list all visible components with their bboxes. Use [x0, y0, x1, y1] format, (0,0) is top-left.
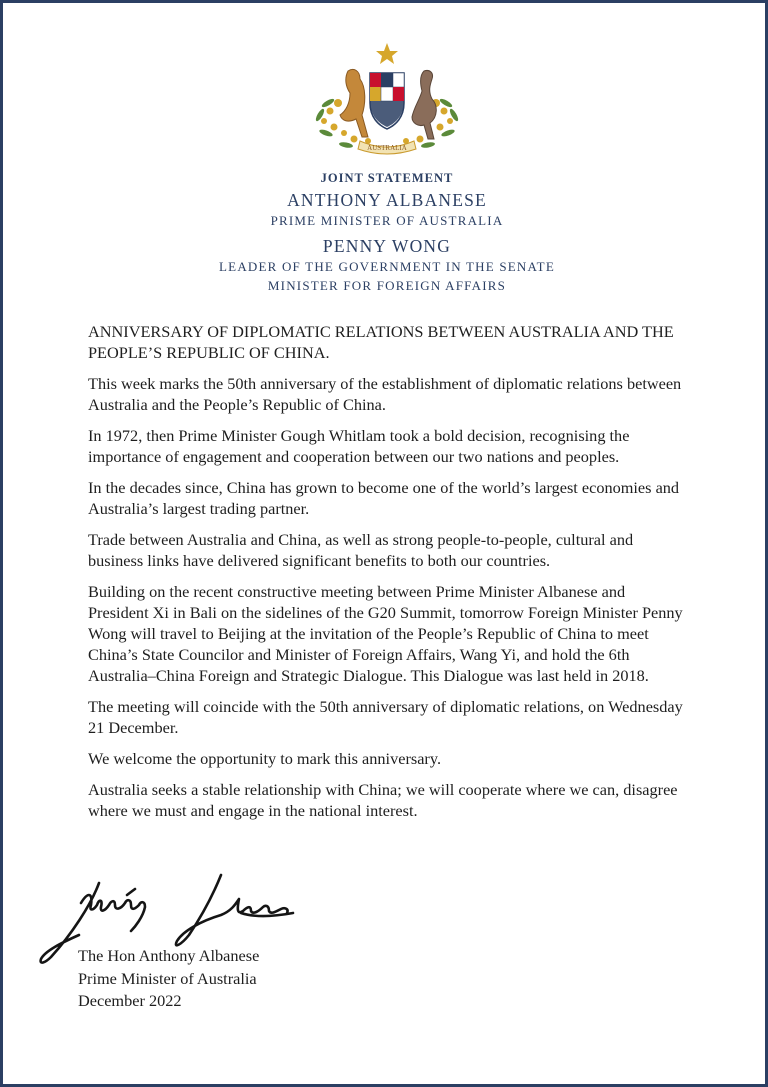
- paragraph: This week marks the 50th anniversary of the establishment of diplomatic relations between Australia and the People’s Republic of China.: [88, 374, 682, 414]
- signatory-2-name: PENNY WONG: [322, 236, 452, 256]
- paragraph: We welcome the opportunity to mark this anniversary.: [88, 749, 442, 768]
- signoff-date: December 2022: [78, 991, 182, 1010]
- statement-heading: ANNIVERSARY OF DIPLOMATIC RELATIONS BETWEEN AUSTRALIA AND THE PEOPLE’S REPUBLIC OF CHINA.: [88, 322, 674, 362]
- signatory-1-title: PRIME MINISTER OF AUSTRALIA: [270, 213, 504, 228]
- paragraph: Australia seeks a stable relationship with China; we will cooperate where we can, disagree where we must and engage in the national interest.: [88, 780, 678, 820]
- paragraph: In 1972, then Prime Minister Gough Whitlam took a bold decision, recognising the importance of engagement and cooperation between our two nations and peoples.: [88, 426, 630, 466]
- paragraph: Building on the recent constructive meeting between Prime Minister Albanese and President Xi in Bali on the sidelines of the G20 Summit, tomorrow Foreign Minister Penny Wong will travel to Beijing at the invitation of the People’s Republic of China to meet China’s State Councilor and Minister of Foreign Affairs, Wang Yi, and hold the 6th Australia–China Foreign and Strategic Dialogue. This Dialogue was last held in 2018.: [88, 582, 683, 685]
- statement-header: [3, 169, 768, 295]
- signoff-block: [78, 945, 259, 1013]
- paragraph: In the decades since, China has grown to become one of the world’s largest economies and Australia’s largest trading partner.: [88, 478, 680, 518]
- statement-body: [88, 321, 688, 831]
- signoff-name: The Hon Anthony Albanese: [78, 946, 260, 965]
- paragraph: Trade between Australia and China, as well as strong people-to-people, cultural and business links have delivered significant benefits to both our countries.: [88, 530, 634, 570]
- signatory-2-title-2: MINISTER FOR FOREIGN AFFAIRS: [267, 278, 507, 293]
- joint-statement-label: JOINT STATEMENT: [320, 171, 454, 185]
- signoff-title: Prime Minister of Australia: [78, 968, 257, 988]
- signatory-2-title-1: LEADER OF THE GOVERNMENT IN THE SENATE: [219, 259, 555, 274]
- signatory-1-name: ANTHONY ALBANESE: [287, 190, 487, 210]
- crest-motto-text: AUSTRALIA: [367, 144, 407, 152]
- paragraph: The meeting will coincide with the 50th anniversary of diplomatic relations, on Wednesday 21 December.: [88, 697, 683, 737]
- coat-of-arms-icon: [308, 41, 466, 159]
